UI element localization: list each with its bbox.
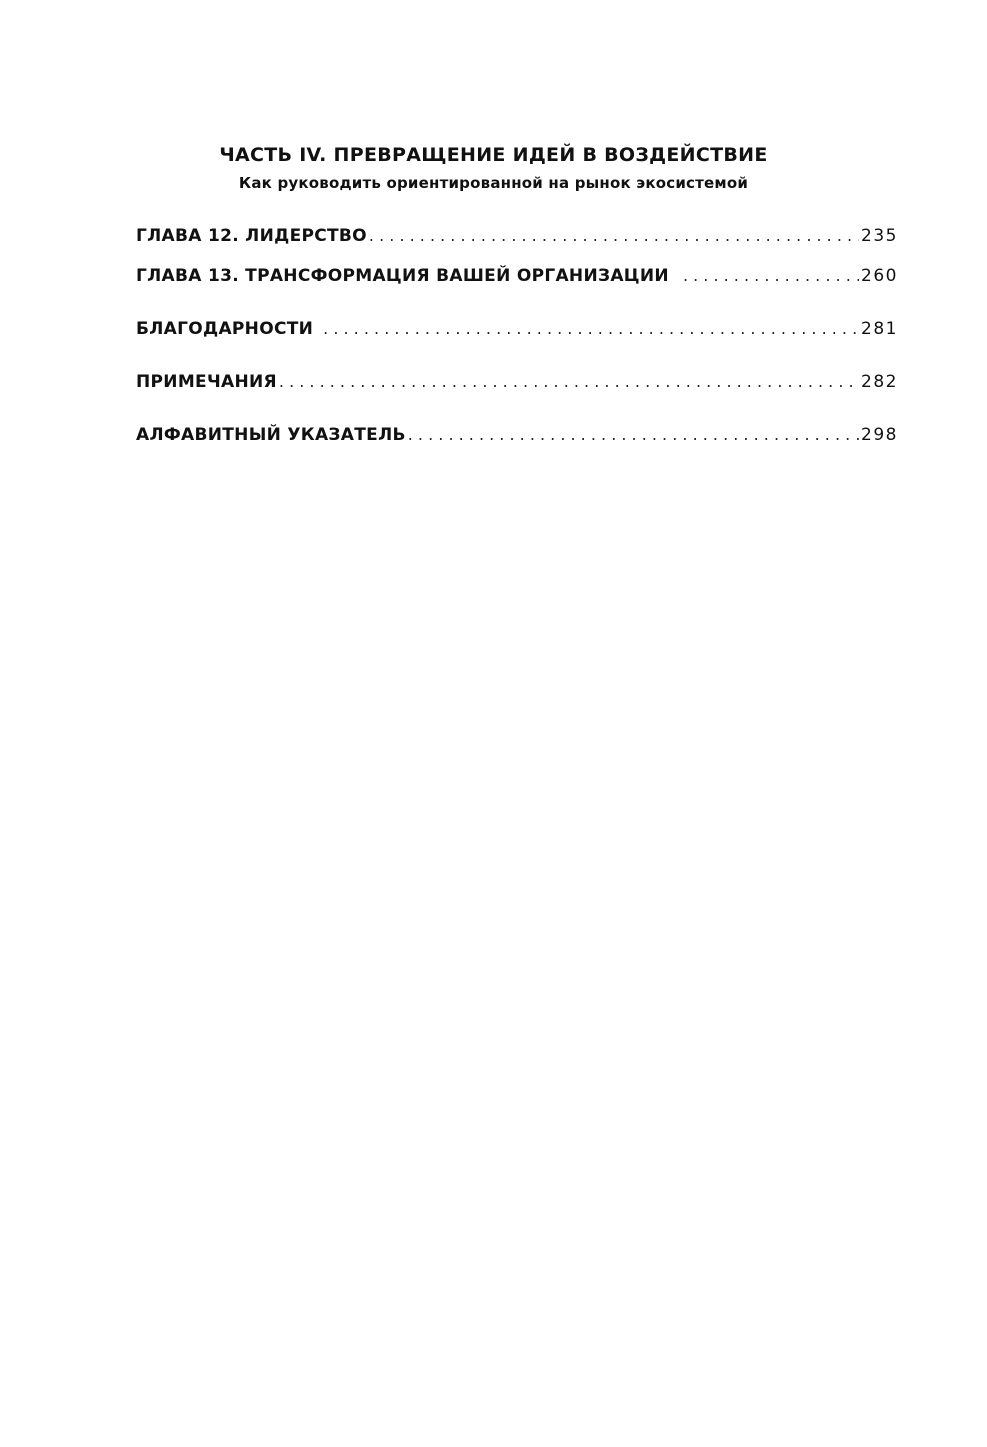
dot-leader bbox=[683, 265, 859, 287]
toc-entry-chapter-12[interactable] bbox=[136, 225, 898, 247]
part-subtitle: Как руководить ориентированной на рынок экосистемой bbox=[238, 174, 749, 192]
toc-entry-page-number: 282 bbox=[861, 372, 898, 392]
toc-entry-page-number: 235 bbox=[861, 226, 898, 246]
toc-entry-notes[interactable] bbox=[136, 371, 898, 393]
toc-entry-label: БЛАГОДАРНОСТИ bbox=[136, 319, 314, 339]
dot-leader bbox=[279, 371, 859, 393]
toc-entry-label: ГЛАВА 12. ЛИДЕРСТВО bbox=[136, 226, 367, 246]
toc-entry-chapter-13[interactable] bbox=[136, 265, 898, 287]
dot-leader bbox=[408, 424, 859, 446]
toc-entry-acknowledgements[interactable] bbox=[136, 318, 898, 340]
toc-entry-label: ГЛАВА 13. ТРАНСФОРМАЦИЯ ВАШЕЙ ОРГАНИЗАЦИИ bbox=[136, 266, 669, 286]
toc-entry-page-number: 260 bbox=[861, 266, 898, 286]
part-title: ЧАСТЬ IV. ПРЕВРАЩЕНИЕ ИДЕЙ В ВОЗДЕЙСТВИЕ bbox=[219, 144, 768, 166]
toc-entry-page-number: 298 bbox=[861, 425, 898, 445]
toc-entry-label: АЛФАВИТНЫЙ УКАЗАТЕЛЬ bbox=[136, 425, 406, 445]
dot-leader bbox=[369, 225, 859, 247]
toc-entry-label: ПРИМЕЧАНИЯ bbox=[136, 372, 277, 392]
toc-entry-page-number: 281 bbox=[861, 319, 898, 339]
toc-entry-index[interactable] bbox=[136, 424, 898, 446]
dot-leader bbox=[323, 318, 859, 340]
